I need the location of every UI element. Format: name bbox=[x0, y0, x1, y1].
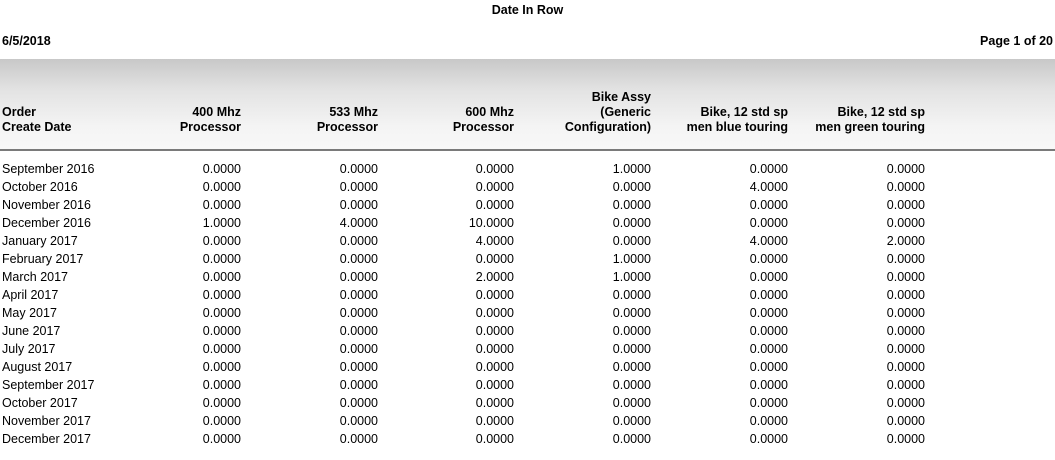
table-row bbox=[0, 340, 1055, 358]
value-cell-bike_green: 2.0000 bbox=[886, 234, 925, 248]
value-cell-bike_assy: 1.0000 bbox=[612, 162, 651, 176]
value-cell-p400: 0.0000 bbox=[202, 306, 241, 320]
row-date-cell: June 2017 bbox=[2, 324, 61, 338]
table-row bbox=[0, 322, 1055, 340]
row-date-cell: July 2017 bbox=[2, 342, 56, 356]
value-cell-bike_green: 0.0000 bbox=[886, 324, 925, 338]
value-cell-p533: 0.0000 bbox=[339, 324, 378, 338]
value-cell-bike_assy: 0.0000 bbox=[612, 432, 651, 446]
value-cell-bike_blue: 4.0000 bbox=[749, 180, 788, 194]
value-cell-p600: 0.0000 bbox=[475, 432, 514, 446]
column-header-line: 600 Mhz bbox=[465, 105, 514, 119]
column-header-line: 400 Mhz bbox=[192, 105, 241, 119]
value-cell-p400: 0.0000 bbox=[202, 198, 241, 212]
column-header-bike_blue bbox=[687, 105, 788, 135]
value-cell-p600: 0.0000 bbox=[475, 414, 514, 428]
value-cell-bike_assy: 0.0000 bbox=[612, 360, 651, 374]
value-cell-bike_blue: 0.0000 bbox=[749, 216, 788, 230]
value-cell-bike_green: 0.0000 bbox=[886, 180, 925, 194]
value-cell-p400: 0.0000 bbox=[202, 414, 241, 428]
value-cell-bike_green: 0.0000 bbox=[886, 378, 925, 392]
column-header-line: Create Date bbox=[2, 120, 72, 134]
value-cell-p400: 0.0000 bbox=[202, 180, 241, 194]
value-cell-p600: 0.0000 bbox=[475, 396, 514, 410]
table-row bbox=[0, 430, 1055, 448]
value-cell-p600: 2.0000 bbox=[475, 270, 514, 284]
value-cell-p600: 4.0000 bbox=[475, 234, 514, 248]
value-cell-bike_assy: 0.0000 bbox=[612, 342, 651, 356]
value-cell-p600: 0.0000 bbox=[475, 198, 514, 212]
value-cell-bike_blue: 4.0000 bbox=[749, 234, 788, 248]
value-cell-p400: 0.0000 bbox=[202, 360, 241, 374]
column-header-line: men blue touring bbox=[686, 120, 788, 134]
value-cell-bike_assy: 0.0000 bbox=[612, 216, 651, 230]
value-cell-bike_blue: 0.0000 bbox=[749, 252, 788, 266]
value-cell-bike_blue: 0.0000 bbox=[749, 324, 788, 338]
value-cell-p600: 0.0000 bbox=[475, 342, 514, 356]
value-cell-p533: 0.0000 bbox=[339, 342, 378, 356]
column-header-p600 bbox=[453, 105, 514, 135]
row-date-cell: March 2017 bbox=[2, 270, 69, 284]
table-row bbox=[0, 268, 1055, 286]
value-cell-p400: 1.0000 bbox=[202, 216, 241, 230]
table-row bbox=[0, 358, 1055, 376]
value-cell-bike_green: 0.0000 bbox=[886, 432, 925, 446]
value-cell-bike_assy: 0.0000 bbox=[612, 288, 651, 302]
value-cell-p600: 0.0000 bbox=[475, 288, 514, 302]
value-cell-p400: 0.0000 bbox=[202, 234, 241, 248]
row-date-cell: October 2016 bbox=[2, 180, 78, 194]
column-header-line: Processor bbox=[179, 120, 241, 134]
value-cell-bike_green: 0.0000 bbox=[886, 396, 925, 410]
value-cell-p533: 0.0000 bbox=[339, 288, 378, 302]
value-cell-bike_green: 0.0000 bbox=[886, 342, 925, 356]
row-date-cell: May 2017 bbox=[2, 306, 57, 320]
row-date-cell: December 2016 bbox=[2, 216, 91, 230]
column-header-line: 533 Mhz bbox=[329, 105, 378, 119]
value-cell-p400: 0.0000 bbox=[202, 432, 241, 446]
row-date-cell: February 2017 bbox=[2, 252, 84, 266]
column-header-line: Bike, 12 std sp bbox=[700, 105, 788, 119]
value-cell-p533: 4.0000 bbox=[339, 216, 378, 230]
column-header-line: (Generic bbox=[600, 105, 651, 119]
value-cell-bike_blue: 0.0000 bbox=[749, 396, 788, 410]
value-cell-p533: 0.0000 bbox=[339, 270, 378, 284]
value-cell-bike_green: 0.0000 bbox=[886, 414, 925, 428]
column-header-line: men green touring bbox=[815, 120, 925, 134]
row-date-cell: August 2017 bbox=[2, 360, 73, 374]
report-date: 6/5/2018 bbox=[2, 34, 51, 48]
value-cell-p533: 0.0000 bbox=[339, 360, 378, 374]
value-cell-p600: 0.0000 bbox=[475, 180, 514, 194]
value-cell-bike_green: 0.0000 bbox=[886, 216, 925, 230]
row-date-cell: September 2016 bbox=[2, 162, 95, 176]
column-header-line: Order bbox=[2, 105, 37, 119]
value-cell-bike_assy: 0.0000 bbox=[612, 180, 651, 194]
table-row bbox=[0, 394, 1055, 412]
value-cell-bike_green: 0.0000 bbox=[886, 270, 925, 284]
value-cell-p400: 0.0000 bbox=[202, 378, 241, 392]
row-date-cell: December 2017 bbox=[2, 432, 91, 446]
value-cell-bike_blue: 0.0000 bbox=[749, 378, 788, 392]
value-cell-p533: 0.0000 bbox=[339, 414, 378, 428]
column-header-line: Processor bbox=[452, 120, 514, 134]
value-cell-p400: 0.0000 bbox=[202, 270, 241, 284]
column-header-bike_assy bbox=[565, 90, 651, 135]
column-header-line: Configuration) bbox=[564, 120, 651, 134]
value-cell-p533: 0.0000 bbox=[339, 306, 378, 320]
value-cell-bike_assy: 0.0000 bbox=[612, 378, 651, 392]
column-header-bike_green bbox=[815, 105, 925, 135]
value-cell-p400: 0.0000 bbox=[202, 252, 241, 266]
table-row bbox=[0, 412, 1055, 430]
value-cell-p600: 0.0000 bbox=[475, 378, 514, 392]
value-cell-p600: 0.0000 bbox=[475, 162, 514, 176]
value-cell-bike_green: 0.0000 bbox=[886, 198, 925, 212]
table-row bbox=[0, 232, 1055, 250]
table-header bbox=[0, 59, 1055, 151]
value-cell-bike_assy: 1.0000 bbox=[612, 270, 651, 284]
value-cell-p533: 0.0000 bbox=[339, 234, 378, 248]
value-cell-p600: 0.0000 bbox=[475, 360, 514, 374]
value-cell-p600: 0.0000 bbox=[475, 252, 514, 266]
value-cell-p533: 0.0000 bbox=[339, 378, 378, 392]
value-cell-bike_assy: 0.0000 bbox=[612, 198, 651, 212]
value-cell-bike_blue: 0.0000 bbox=[749, 342, 788, 356]
column-header-p400 bbox=[180, 105, 241, 135]
value-cell-bike_assy: 0.0000 bbox=[612, 324, 651, 338]
table-row bbox=[0, 178, 1055, 196]
value-cell-bike_assy: 0.0000 bbox=[612, 396, 651, 410]
row-date-cell: January 2017 bbox=[2, 234, 78, 248]
value-cell-p533: 0.0000 bbox=[339, 162, 378, 176]
value-cell-bike_assy: 0.0000 bbox=[612, 234, 651, 248]
value-cell-bike_blue: 0.0000 bbox=[749, 198, 788, 212]
value-cell-p533: 0.0000 bbox=[339, 432, 378, 446]
column-header-order bbox=[2, 105, 71, 135]
value-cell-bike_blue: 0.0000 bbox=[749, 432, 788, 446]
value-cell-p533: 0.0000 bbox=[339, 252, 378, 266]
table-row bbox=[0, 196, 1055, 214]
row-date-cell: April 2017 bbox=[2, 288, 59, 302]
row-date-cell: November 2017 bbox=[2, 414, 91, 428]
value-cell-bike_blue: 0.0000 bbox=[749, 288, 788, 302]
value-cell-p533: 0.0000 bbox=[339, 396, 378, 410]
value-cell-bike_green: 0.0000 bbox=[886, 162, 925, 176]
column-header-line: Bike, 12 std sp bbox=[837, 105, 925, 119]
value-cell-bike_blue: 0.0000 bbox=[749, 162, 788, 176]
value-cell-bike_blue: 0.0000 bbox=[749, 270, 788, 284]
value-cell-bike_green: 0.0000 bbox=[886, 252, 925, 266]
value-cell-p600: 10.0000 bbox=[468, 216, 514, 230]
row-date-cell: October 2017 bbox=[2, 396, 78, 410]
row-date-cell: November 2016 bbox=[2, 198, 91, 212]
row-date-cell: September 2017 bbox=[2, 378, 95, 392]
value-cell-p400: 0.0000 bbox=[202, 342, 241, 356]
column-header-p533 bbox=[317, 105, 378, 135]
value-cell-p600: 0.0000 bbox=[475, 306, 514, 320]
value-cell-p400: 0.0000 bbox=[202, 396, 241, 410]
value-cell-bike_assy: 0.0000 bbox=[612, 306, 651, 320]
table-row bbox=[0, 214, 1055, 232]
value-cell-bike_green: 0.0000 bbox=[886, 288, 925, 302]
value-cell-bike_blue: 0.0000 bbox=[749, 360, 788, 374]
table-row bbox=[0, 376, 1055, 394]
value-cell-bike_green: 0.0000 bbox=[886, 306, 925, 320]
column-header-line: Processor bbox=[316, 120, 378, 134]
value-cell-p400: 0.0000 bbox=[202, 162, 241, 176]
value-cell-p400: 0.0000 bbox=[202, 324, 241, 338]
value-cell-p533: 0.0000 bbox=[339, 180, 378, 194]
table-row bbox=[0, 304, 1055, 322]
value-cell-bike_green: 0.0000 bbox=[886, 360, 925, 374]
value-cell-bike_blue: 0.0000 bbox=[749, 414, 788, 428]
report-title: Date In Row bbox=[491, 3, 564, 17]
value-cell-bike_assy: 0.0000 bbox=[612, 414, 651, 428]
page-indicator: Page 1 of 20 bbox=[980, 34, 1053, 48]
value-cell-bike_assy: 1.0000 bbox=[612, 252, 651, 266]
column-header-line: Bike Assy bbox=[591, 90, 651, 104]
value-cell-bike_blue: 0.0000 bbox=[749, 306, 788, 320]
value-cell-p400: 0.0000 bbox=[202, 288, 241, 302]
value-cell-p600: 0.0000 bbox=[475, 324, 514, 338]
table-row bbox=[0, 160, 1055, 178]
data-table bbox=[0, 160, 1055, 448]
table-row bbox=[0, 250, 1055, 268]
table-row bbox=[0, 286, 1055, 304]
value-cell-p533: 0.0000 bbox=[339, 198, 378, 212]
